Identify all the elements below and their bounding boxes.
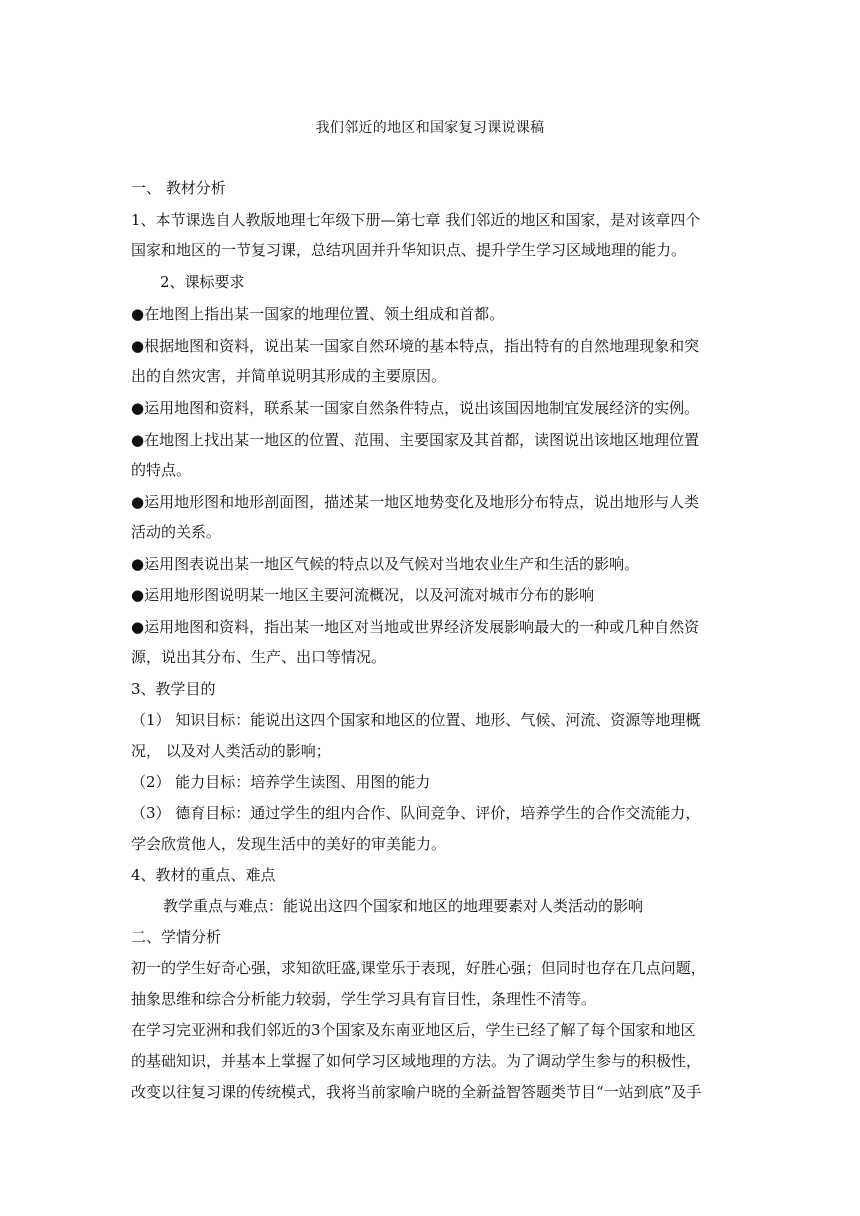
paragraph-line: 在学习完亚洲和我们邻近的3个国家及东南亚地区后，学生已经了解了每个国家和地区 <box>131 1021 696 1039</box>
bullet-line: ●根据地图和资料，说出某一国家自然环境的基本特点，指出特有的自然地理现象和突 <box>131 337 700 355</box>
bullet-line: ●在地图上找出某一地区的位置、范围、主要国家及其首都，读图说出该地区地理位置 <box>131 431 700 449</box>
paragraph-line: 的特点。 <box>131 461 192 479</box>
paragraph-line: （1） 知识目标：能说出这四个国家和地区的位置、地形、气候、河流、资源等地理概 <box>131 711 701 729</box>
paragraph-line: 活动的关系。 <box>131 523 222 541</box>
bullet-line: ●在地图上指出某一国家的地理位置、领土组成和首都。 <box>131 305 505 323</box>
paragraph-line: 的基础知识，并基本上掌握了如何学习区域地理的方法。为了调动学生参与的积极性， <box>131 1052 702 1070</box>
paragraph-line: （2） 能力目标：培养学生读图、用图的能力 <box>131 773 431 791</box>
section-heading: 二、学情分析 <box>131 928 222 946</box>
paragraph-line: 学会欣赏他人，发现生活中的美好的审美能力。 <box>131 835 447 853</box>
bullet-line: ●运用地形图说明某一地区主要河流概况，以及河流对城市分布的影响 <box>131 586 595 604</box>
subsection-heading: 3、教学目的 <box>131 680 216 698</box>
bullet-line: ●运用地图和资料，指出某一地区对当地或世界经济发展影响最大的一种或几种自然资 <box>131 618 700 636</box>
document-title: 我们邻近的地区和国家复习课说课稿 <box>315 120 545 136</box>
bullet-line: ●运用地图和资料，联系某一国家自然条件特点，说出该国因地制宜发展经济的实例。 <box>131 399 700 417</box>
section-heading: 一、 教材分析 <box>131 179 226 197</box>
paragraph-line: 改变以往复习课的传统模式，我将当前家喻户晓的全新益智答题类节目“一站到底”及手 <box>131 1083 702 1101</box>
paragraph-line: 初一的学生好奇心强，求知欲旺盛,课堂乐于表现，好胜心强；但同时也存在几点问题， <box>131 959 706 977</box>
bullet-line: ●运用地形图和地形剖面图，描述某一地区地势变化及地形分布特点，说出地形与人类 <box>131 493 700 511</box>
paragraph-line: 国家和地区的一节复习课，总结巩固并升华知识点、提升学生学习区域地理的能力。 <box>131 241 687 259</box>
paragraph-line: 况， 以及对人类活动的影响； <box>131 742 331 760</box>
paragraph-line: 教学重点与难点：能说出这四个国家和地区的地理要素对人类活动的影响 <box>163 897 644 915</box>
paragraph-line: 源，说出其分布、生产、出口等情况。 <box>131 648 387 666</box>
paragraph-line: 抽象思维和综合分析能力较弱，学生学习具有盲目性，条理性不清等。 <box>131 990 597 1008</box>
subsection-heading: 2、课标要求 <box>160 273 245 291</box>
paragraph-line: 出的自然灾害，并简单说明其形成的主要原因。 <box>131 367 447 385</box>
subsection-heading: 4、教材的重点、难点 <box>131 866 276 884</box>
paragraph-line: （3） 德育目标：通过学生的组内合作、队间竞争、评价，培养学生的合作交流能力， <box>131 804 701 822</box>
paragraph-line: 1、本节课选自人教版地理七年级下册—第七章 我们邻近的地区和国家，是对该章四个 <box>131 211 701 229</box>
bullet-line: ●运用图表说出某一地区气候的特点以及气候对当地农业生产和生活的影响。 <box>131 555 640 573</box>
